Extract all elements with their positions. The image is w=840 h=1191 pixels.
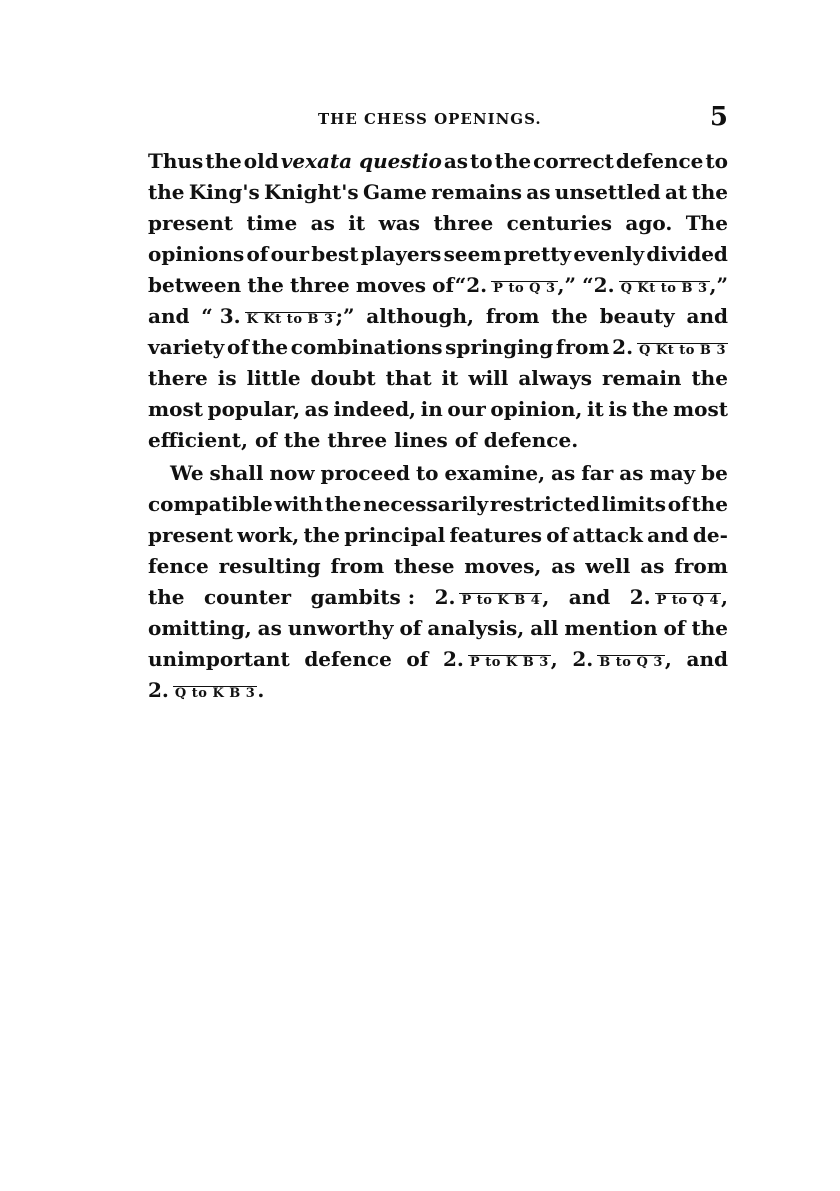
move-number: 2. <box>443 647 464 671</box>
word: omitting, <box>148 616 252 640</box>
word: the <box>691 180 728 204</box>
text-line <box>148 146 728 177</box>
punctuation: ,” <box>709 273 728 297</box>
text-line <box>148 239 728 270</box>
word: defence <box>615 149 704 173</box>
text-line <box>148 675 728 706</box>
chess-move: Q Kt to B 3 <box>620 281 708 296</box>
word: to <box>470 149 493 173</box>
word: remains <box>431 180 522 204</box>
chess-move: Q to K B 3 <box>174 686 256 701</box>
word: it <box>441 366 459 390</box>
word: present <box>148 523 234 547</box>
move-number: 2. <box>148 678 169 702</box>
chess-move: P to Q 4 <box>656 593 720 608</box>
word: time <box>246 211 298 235</box>
word: unimportant <box>148 647 290 671</box>
move-group <box>435 582 550 613</box>
word: mention <box>564 616 658 640</box>
body-text <box>148 146 728 706</box>
word: evenly <box>573 242 645 266</box>
word: doubt <box>310 366 376 390</box>
word: fence <box>148 554 209 578</box>
word: springing <box>445 335 554 359</box>
move-number: “ 3. <box>201 304 241 328</box>
word: our <box>270 242 310 266</box>
chess-move: B to Q 3 <box>599 655 663 670</box>
word: gambits : <box>310 585 416 609</box>
word: always <box>518 366 592 390</box>
word: divided <box>646 242 728 266</box>
word: our <box>447 397 486 421</box>
word: Thus <box>148 149 204 173</box>
move-number: 2. <box>629 585 651 609</box>
text-line <box>148 301 728 332</box>
word: as <box>640 554 665 578</box>
word: was <box>378 211 420 235</box>
word: now <box>269 461 315 485</box>
word: most <box>672 397 728 421</box>
punctuation: , <box>542 585 550 609</box>
word: old <box>243 149 279 173</box>
chess-move: K Kt to B 3 <box>246 312 334 327</box>
word: from <box>674 554 728 578</box>
move-number: 2. <box>572 647 594 671</box>
word: variety <box>148 335 225 359</box>
word: and <box>686 304 728 328</box>
running-title: THE CHESS OPENINGS. <box>318 110 542 128</box>
word: the <box>324 492 362 516</box>
word: of <box>406 647 429 671</box>
text-line <box>148 644 728 675</box>
chess-move: P to K B 3 <box>469 655 549 670</box>
word: and <box>148 304 190 328</box>
move-number: 2. <box>434 585 456 609</box>
text-line <box>148 363 728 394</box>
word: it <box>586 397 604 421</box>
word: to <box>705 149 728 173</box>
word: combinations <box>290 335 443 359</box>
word: moves, <box>464 554 542 578</box>
move-number: 2. <box>612 335 634 359</box>
word: King's <box>188 180 260 204</box>
word: compatible <box>148 492 273 516</box>
word: features <box>449 523 543 547</box>
word: restricted <box>489 492 600 516</box>
word: it <box>348 211 366 235</box>
word: at <box>664 180 688 204</box>
word: of <box>667 492 690 516</box>
word: as <box>619 461 644 485</box>
word: three <box>327 428 388 452</box>
word: as <box>310 211 335 235</box>
word: present <box>148 211 234 235</box>
word: the <box>494 149 532 173</box>
move-group <box>443 644 558 675</box>
word: far <box>581 461 614 485</box>
word: counter <box>203 585 292 609</box>
word: these <box>393 554 455 578</box>
word: three <box>289 273 350 297</box>
word: moves <box>355 273 427 297</box>
word: beauty <box>599 304 675 328</box>
word: to <box>415 461 439 485</box>
word: analysis, <box>427 616 525 640</box>
punctuation: ,” <box>557 273 577 297</box>
word: of <box>254 428 277 452</box>
punctuation: , <box>664 647 672 671</box>
word: best <box>311 242 359 266</box>
word: the <box>205 149 242 173</box>
word: resulting <box>218 554 321 578</box>
word: indeed, <box>333 397 417 421</box>
word: the <box>691 492 728 516</box>
word: defence <box>304 647 392 671</box>
page-number: 5 <box>709 102 728 132</box>
word: the <box>691 616 728 640</box>
move-group <box>572 644 671 675</box>
move-number: “2. <box>582 273 615 297</box>
word: from <box>555 335 610 359</box>
text-line <box>148 208 728 239</box>
word: from <box>330 554 385 578</box>
text-line <box>148 458 728 489</box>
word: opinions <box>148 242 245 266</box>
word: popular, <box>207 397 301 421</box>
word: is <box>608 397 628 421</box>
word: the <box>551 304 588 328</box>
chess-move: P to Q 3 <box>493 281 556 296</box>
word: the <box>303 523 340 547</box>
word: limits <box>601 492 667 516</box>
word: and <box>686 647 728 671</box>
word: as <box>257 616 282 640</box>
punctuation: ;” <box>335 304 355 328</box>
word: is <box>217 366 237 390</box>
chess-move: P to K B 4 <box>461 593 541 608</box>
word: and <box>568 585 611 609</box>
punctuation: , <box>721 585 728 609</box>
word: of <box>246 242 269 266</box>
word: as <box>304 397 329 421</box>
text-line <box>148 270 728 301</box>
word: of <box>432 273 455 297</box>
word: players <box>360 242 442 266</box>
word: work, <box>237 523 300 547</box>
word: efficient, <box>148 428 248 452</box>
word: centuries <box>506 211 612 235</box>
word: most <box>148 397 203 421</box>
word: principal <box>344 523 446 547</box>
word: of <box>226 335 249 359</box>
word: the <box>691 366 728 390</box>
word: three <box>433 211 494 235</box>
text-line <box>148 425 728 456</box>
word: the <box>631 397 669 421</box>
word: and <box>647 523 689 547</box>
word: remain <box>601 366 682 390</box>
word: of <box>546 523 569 547</box>
word: the <box>251 335 289 359</box>
word: proceed <box>320 461 410 485</box>
word: as <box>443 149 469 173</box>
text-line <box>148 394 728 425</box>
word: the <box>148 180 185 204</box>
word: the <box>148 585 185 609</box>
text-line <box>148 177 728 208</box>
word: that <box>385 366 432 390</box>
word: of <box>663 616 686 640</box>
text-line <box>148 582 728 613</box>
word: as <box>551 461 576 485</box>
punctuation: , <box>550 647 558 671</box>
word: all <box>530 616 559 640</box>
text-line <box>148 332 728 363</box>
chess-move: Q Kt to B 3 <box>639 343 726 358</box>
move-group <box>630 582 728 613</box>
text-line <box>148 613 728 644</box>
word: there <box>148 366 208 390</box>
word: although, <box>366 304 474 328</box>
word: ago. <box>625 211 673 235</box>
word: pretty <box>503 242 572 266</box>
word: will <box>468 366 509 390</box>
word: Knight's <box>264 180 359 204</box>
word: from <box>485 304 540 328</box>
move-number: “2. <box>454 273 488 297</box>
move-group <box>432 270 576 301</box>
word: de- <box>692 523 728 547</box>
word: unsettled <box>554 180 661 204</box>
word: The <box>685 211 728 235</box>
page-header <box>148 104 728 138</box>
move-group <box>201 301 354 332</box>
word: examine, <box>444 461 546 485</box>
text-line <box>148 489 728 520</box>
word: the <box>247 273 284 297</box>
word: as <box>526 180 551 204</box>
word: the <box>283 428 321 452</box>
word: lines <box>394 428 448 452</box>
word: We <box>170 461 204 485</box>
word: necessarily <box>363 492 489 516</box>
word: little <box>246 366 301 390</box>
word: unworthy <box>287 616 394 640</box>
word: defence. <box>483 428 579 452</box>
text-line <box>148 551 728 582</box>
italic-phrase: vexata questio <box>280 149 442 173</box>
move-group <box>582 270 728 301</box>
word: as <box>551 554 576 578</box>
word: seem <box>443 242 502 266</box>
word: be <box>701 461 728 485</box>
punctuation: . <box>257 678 265 702</box>
word: may <box>649 461 696 485</box>
word: with <box>274 492 324 516</box>
text-line <box>148 520 728 551</box>
move-group <box>612 332 728 363</box>
word: shall <box>209 461 264 485</box>
word: well <box>585 554 631 578</box>
move-group <box>148 675 264 706</box>
word: Game <box>362 180 427 204</box>
word: opinion, <box>490 397 583 421</box>
word: in <box>420 397 443 421</box>
word: between <box>148 273 242 297</box>
word: attack <box>572 523 643 547</box>
word: correct <box>533 149 614 173</box>
word: of <box>399 616 422 640</box>
word: of <box>454 428 477 452</box>
